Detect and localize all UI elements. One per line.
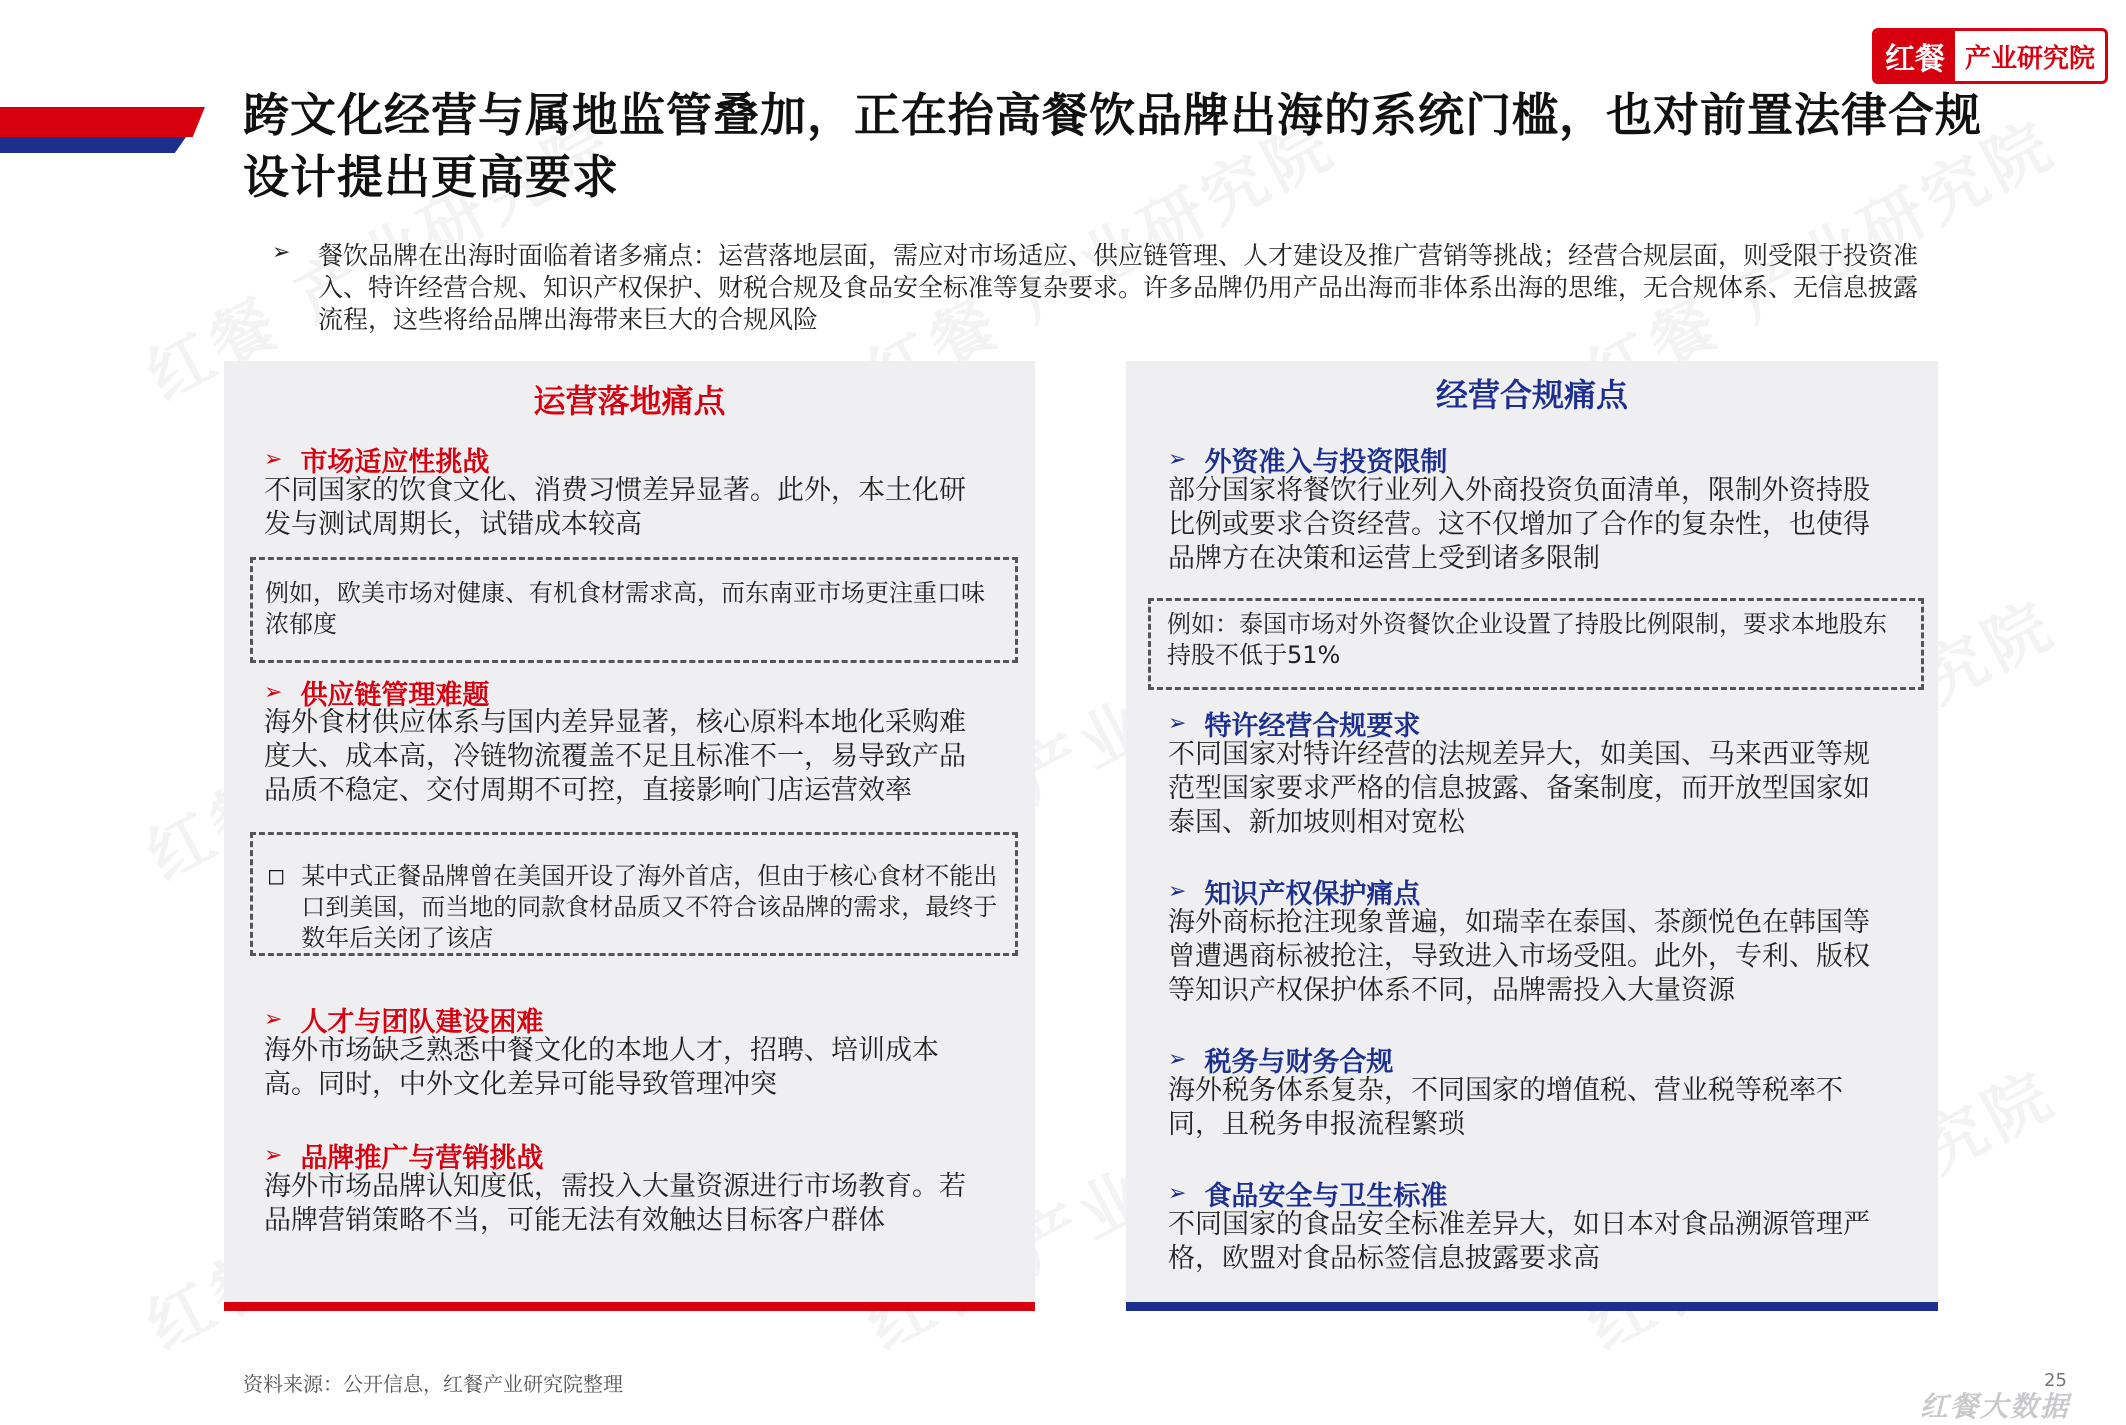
- chevron-right-icon: ➢: [264, 680, 283, 705]
- compliance-item-head-text: 外资准入与投资限制: [1204, 447, 1448, 478]
- case-text: 某中式正餐品牌曾在美国开设了海外首店，但由于核心食材不能出口到美国，而当地的同款食材品质又不符合该品牌的需求，最终于数年后关闭了该店: [301, 862, 998, 952]
- logo-text: 产业研究院: [1965, 43, 2096, 74]
- operations-item-head-text: 人才与团队建设困难: [300, 1007, 544, 1038]
- chevron-right-icon: ➢: [1168, 447, 1187, 472]
- footer-brand-mark: 红餐大数据: [1920, 1390, 2071, 1423]
- case-box: [250, 832, 1018, 956]
- compliance-item-body: 海外税务体系复杂，不同国家的增值税、营业税等税率不同，且税务申报流程繁琐: [1168, 1075, 1843, 1140]
- compliance-item-head-text: 知识产权保护痛点: [1204, 879, 1421, 910]
- chevron-right-icon: ➢: [264, 1143, 283, 1168]
- checkbox-bullet-icon: ◻: [267, 864, 286, 889]
- compliance-panel-underline: [1126, 1302, 1938, 1311]
- operations-item-body: 海外市场品牌认知度低，需投入大量资源进行市场教育。若品牌营销策略不当，可能无法有效触达目标客户群体: [264, 1171, 966, 1236]
- chevron-right-icon: ➢: [264, 1007, 283, 1032]
- compliance-item-head-text: 食品安全与卫生标准: [1204, 1181, 1448, 1212]
- compliance-item-body: 不同国家的食品安全标准差异大，如日本对食品溯源管理严格，欧盟对食品标签信息披露要求高: [1168, 1209, 1870, 1274]
- operations-item-head-text: 市场适应性挑战: [300, 447, 490, 478]
- brand-logo: [1872, 28, 2108, 84]
- operations-item-head-text: 供应链管理难题: [300, 680, 490, 711]
- example-box: [1148, 598, 1924, 690]
- chevron-right-icon: ➢: [264, 447, 283, 472]
- operations-item-body: 不同国家的饮食文化、消费习惯差异显著。此外，本土化研发与测试周期长，试错成本较高: [264, 475, 966, 540]
- header-stripe-blue: [0, 137, 186, 153]
- example-box: [250, 557, 1018, 663]
- source-note: 资料来源：公开信息，红餐产业研究院整理: [243, 1372, 623, 1396]
- chevron-right-icon: ➢: [1168, 711, 1187, 736]
- compliance-item-body: 部分国家将餐饮行业列入外商投资负面清单，限制外资持股比例或要求合资经营。这不仅增加了合作的复杂性，也使得品牌方在决策和运营上受到诸多限制: [1168, 475, 1870, 574]
- compliance-panel-title: 经营合规痛点: [1435, 376, 1628, 414]
- example-text: 例如：泰国市场对外资餐饮企业设置了持股比例限制，要求本地股东持股不低于51%: [1167, 610, 1887, 669]
- example-text: 例如，欧美市场对健康、有机食材需求高，而东南亚市场更注重口味浓郁度: [265, 579, 985, 638]
- page-title: 跨文化经营与属地监管叠加，正在抬高餐饮品牌出海的系统门槛，也对前置法律合规设计提出更高要求: [243, 88, 1982, 204]
- page-number: 25: [2044, 1370, 2067, 1391]
- bullet-arrow-icon: ➢: [272, 240, 291, 265]
- logo-mark: 红餐: [1875, 31, 1955, 81]
- chevron-right-icon: ➢: [1168, 1181, 1187, 1206]
- header-stripe-red: [0, 107, 205, 137]
- operations-item-body: 海外食材供应体系与国内差异显著，核心原料本地化采购难度大、成本高，冷链物流覆盖不足且标准不一，易导致产品品质不稳定、交付周期不可控，直接影响门店运营效率: [264, 707, 966, 806]
- compliance-item-body: 不同国家对特许经营的法规差异大，如美国、马来西亚等规范型国家要求严格的信息披露、备案制度，而开放型国家如泰国、新加坡则相对宽松: [1168, 739, 1870, 838]
- compliance-item-head-text: 特许经营合规要求: [1204, 711, 1421, 742]
- operations-item-body: 海外市场缺乏熟悉中餐文化的本地人才，招聘、培训成本高。同时，中外文化差异可能导致管理冲突: [264, 1035, 939, 1100]
- compliance-item-head-text: 税务与财务合规: [1204, 1047, 1394, 1078]
- intro-paragraph: 餐饮品牌在出海时面临着诸多痛点：运营落地层面，需应对市场适应、供应链管理、人才建设及推广营销等挑战；经营合规层面，则受限于投资准入、特许经营合规、知识产权保护、财税合规及食品安全标准等复杂要求。许多品牌仍用产品出海而非体系出海的思维，无合规体系、无信息披露流程，这些将给品牌出海带来巨大的合规风险: [318, 241, 1919, 334]
- chevron-right-icon: ➢: [1168, 1047, 1187, 1072]
- operations-panel-title: 运营落地痛点: [533, 382, 726, 420]
- operations-item-head-text: 品牌推广与营销挑战: [300, 1143, 544, 1174]
- operations-panel-underline: [224, 1302, 1035, 1311]
- chevron-right-icon: ➢: [1168, 879, 1187, 904]
- compliance-item-body: 海外商标抢注现象普遍，如瑞幸在泰国、茶颜悦色在韩国等曾遭遇商标被抢注，导致进入市场受阻。此外，专利、版权等知识产权保护体系不同，品牌需投入大量资源: [1168, 907, 1870, 1006]
